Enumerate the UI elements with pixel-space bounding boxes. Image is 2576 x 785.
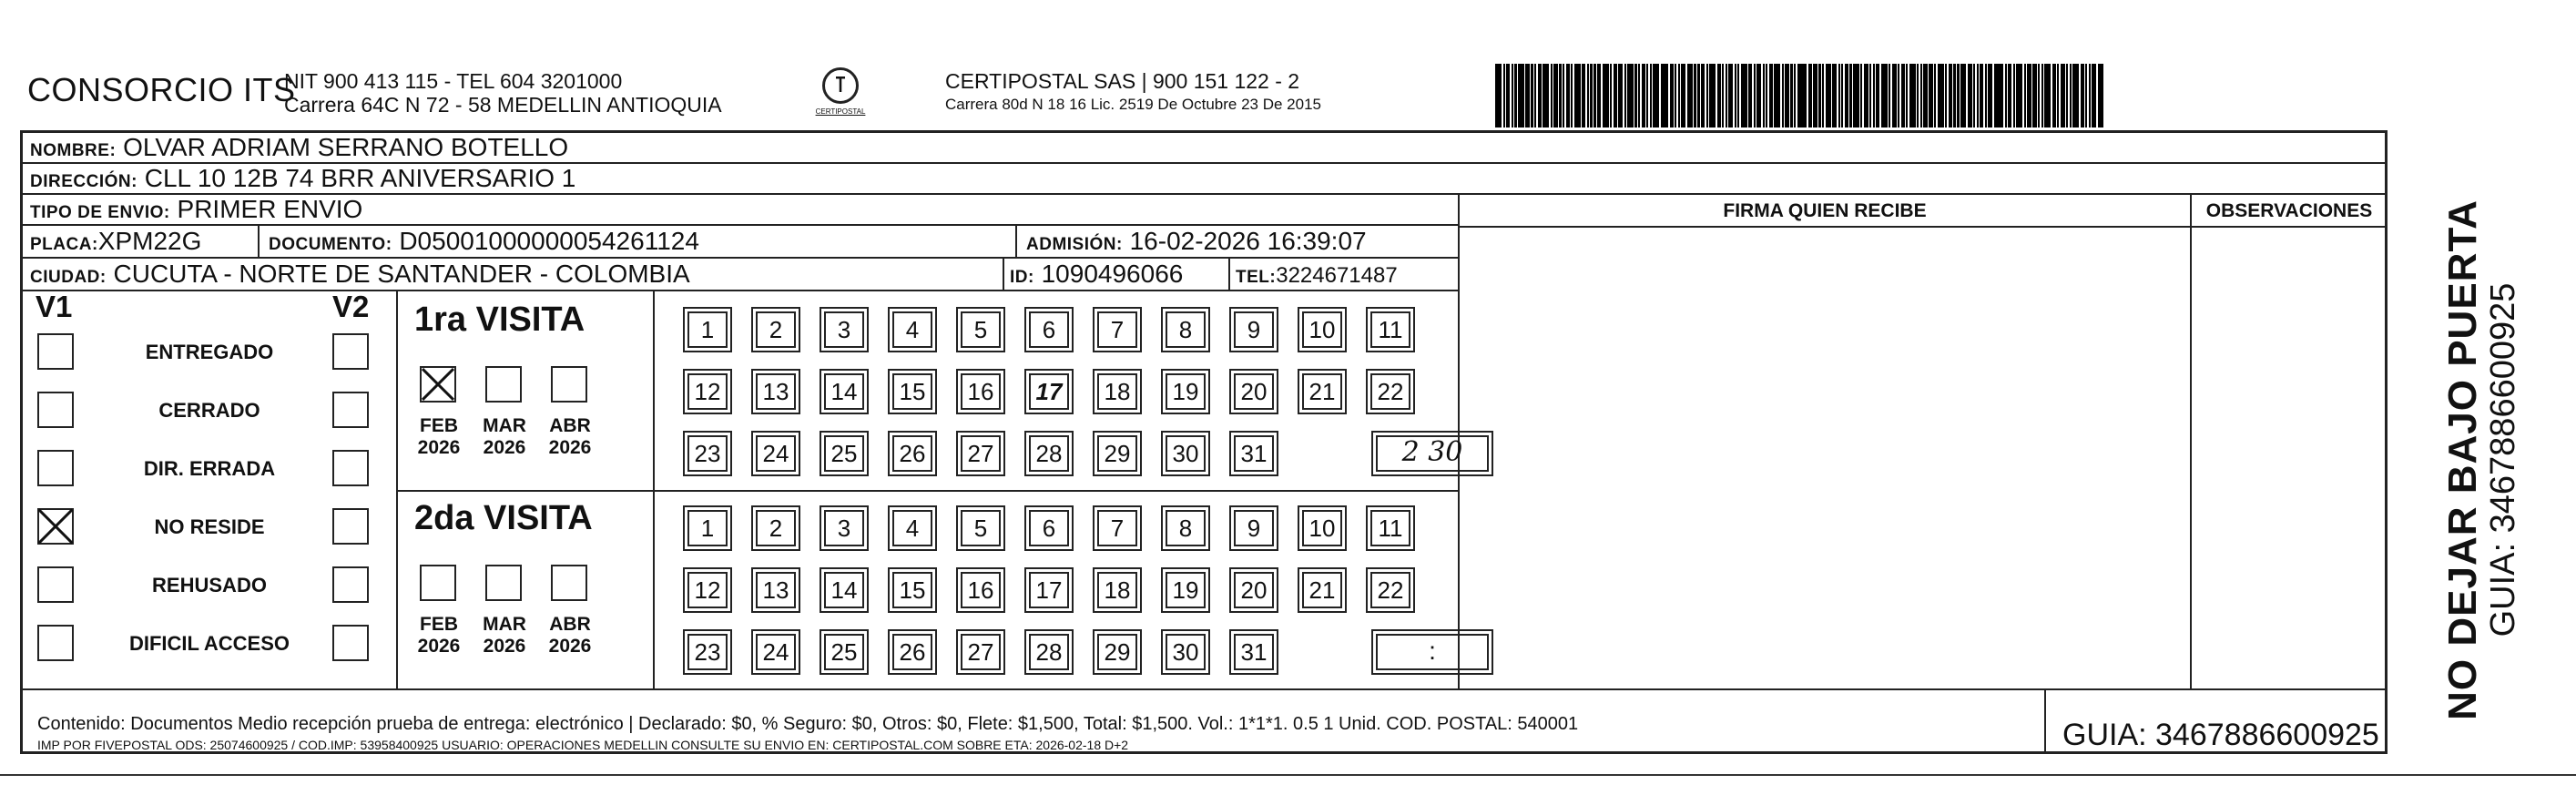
barcode-bar (1543, 64, 1549, 127)
nit-line: NIT 900 413 115 - TEL 604 3201000 (284, 69, 623, 93)
day-box[interactable]: 19 (1166, 373, 1206, 410)
status-v2-checkbox[interactable] (332, 450, 369, 486)
day-box[interactable]: 5 (961, 510, 1001, 546)
barcode-bar (1782, 64, 1784, 127)
barcode-bar (1949, 64, 1953, 127)
day-box[interactable]: 26 (892, 634, 932, 670)
barcode-bar (1785, 64, 1789, 127)
day-box[interactable]: 31 (1234, 435, 1274, 472)
barcode-bar (1909, 64, 1916, 127)
day-box[interactable]: 18 (1097, 373, 1137, 410)
certipostal-info (945, 69, 1321, 117)
month-name: MAR (483, 614, 526, 635)
barcode-bar (2027, 64, 2031, 127)
status-label: NO RESIDE (154, 515, 265, 538)
status-v2-checkbox[interactable] (332, 392, 369, 428)
barcode-bar (2038, 64, 2040, 127)
barcode-bar (1985, 64, 1987, 127)
certipostal-logo (813, 67, 868, 122)
barcode-bar (1551, 64, 1553, 127)
barcode-bar (1869, 64, 1871, 127)
delivery-form (20, 130, 2388, 754)
documento-value: D05001000000054261124 (399, 227, 699, 255)
barcode-bar (1860, 64, 1862, 127)
barcode-bar (1945, 64, 1947, 127)
barcode-bar (2044, 64, 2051, 127)
day-box[interactable]: 16 (961, 572, 1001, 608)
day-box[interactable]: 15 (892, 572, 932, 608)
day-box[interactable]: 6 (1029, 311, 1069, 348)
documento-field (258, 226, 699, 257)
month-name: ABR (549, 415, 591, 436)
day-box[interactable]: 20 (1234, 373, 1274, 410)
barcode-bar (1841, 64, 1843, 127)
barcode-bar (1774, 64, 1780, 127)
barcode-bar (1864, 64, 1868, 127)
row-direccion (23, 164, 2387, 195)
day-box[interactable]: 19 (1166, 572, 1206, 608)
barcode-bar (1506, 64, 1511, 127)
barcode-bar (2001, 64, 2002, 127)
barcode-bar (1929, 64, 1933, 127)
barcode-bar (1804, 64, 1806, 127)
barcode-bar (1881, 64, 1888, 127)
barcode-bar (2008, 64, 2012, 127)
barcode-bar (1813, 64, 1817, 127)
divider-guia (2044, 690, 2046, 754)
barcode-bar (1706, 64, 1708, 127)
status-label: DIFICIL ACCESO (128, 632, 290, 655)
month-checkbox[interactable] (485, 366, 522, 403)
day-box[interactable]: 1 (687, 311, 728, 348)
day-box[interactable]: 28 (1029, 435, 1069, 472)
day-box[interactable]: 26 (892, 435, 932, 472)
day-box[interactable]: 24 (756, 634, 796, 670)
day-box[interactable]: 10 (1302, 510, 1342, 546)
barcode-bar (1832, 64, 1837, 127)
month-year: 2026 (417, 437, 461, 458)
barcode-bar (1769, 64, 1774, 127)
day-box[interactable]: 22 (1370, 373, 1410, 410)
barcode-bar (1892, 64, 1897, 127)
day-box[interactable]: 30 (1166, 634, 1206, 670)
barcode-bar (1960, 64, 1967, 127)
barcode-bar (2024, 64, 2026, 127)
admision-field (1015, 226, 1367, 257)
barcode-bar (1717, 64, 1722, 127)
day-box[interactable]: 28 (1029, 634, 1069, 670)
barcode-bar (1994, 64, 2001, 127)
month-checkbox[interactable] (551, 565, 587, 601)
day-box[interactable]: 12 (687, 373, 728, 410)
day-box[interactable]: 15 (892, 373, 932, 410)
day-box[interactable]: 12 (687, 572, 728, 608)
day-box[interactable]: 27 (961, 634, 1001, 670)
day-box[interactable]: 6 (1029, 510, 1069, 546)
company-name: CONSORCIO ITS (27, 71, 296, 108)
barcode-bar (1678, 64, 1680, 127)
bottom-rule (0, 774, 2576, 776)
barcode-bar (1845, 64, 1849, 127)
tel-label: TEL: (1236, 268, 1277, 287)
footer-contenido: Contenido: Documentos Medio recepción prueba de entrega: electrónico | Declarado: $0, % Seguro: $0, Otros: $0, Flete: $1,500, Total: $1,500. Vol.: 1*1*1. 0.5 1 Unid. COD. POSTAL: 540001 (37, 714, 1579, 734)
status-label: CERRADO (158, 399, 260, 422)
month-checkbox[interactable] (420, 366, 456, 403)
day-box[interactable]: 14 (824, 373, 864, 410)
day-box[interactable]: 23 (687, 435, 728, 472)
barcode (1495, 64, 2215, 127)
month-checkbox[interactable] (485, 565, 522, 601)
barcode-bar (1531, 64, 1532, 127)
id-label: ID: (1010, 268, 1034, 287)
month-year: 2026 (548, 437, 592, 458)
status-label: DIR. ERRADA (143, 457, 276, 480)
day-box[interactable]: 30 (1166, 435, 1206, 472)
day-box[interactable]: 4 (892, 510, 932, 546)
barcode-bar (2016, 64, 2022, 127)
status-v2-checkbox[interactable] (332, 508, 369, 545)
row-tipo (23, 195, 1458, 226)
month-name: FEB (420, 415, 458, 436)
divider-col-header (1460, 226, 2387, 228)
barcode-bar (1709, 64, 1716, 127)
certipostal-logo-icon: ⊺ (822, 67, 859, 104)
barcode-bar (2081, 64, 2085, 127)
barcode-bar (2013, 64, 2015, 127)
status-v2-checkbox[interactable] (332, 566, 369, 603)
day-box[interactable]: 18 (1097, 572, 1137, 608)
day-box[interactable]: 8 (1166, 510, 1206, 546)
barcode-bar (1748, 64, 1753, 127)
barcode-bar (1797, 64, 1804, 127)
barcode-bar (1553, 64, 1558, 127)
barcode-bar (1934, 64, 1936, 127)
barcode-bar (2057, 64, 2059, 127)
day-box[interactable]: 11 (1370, 510, 1410, 546)
barcode-bar (2072, 64, 2079, 127)
barcode-bar (2041, 64, 2043, 127)
barcode-bar (1722, 64, 1724, 127)
status-v2-checkbox[interactable] (332, 625, 369, 661)
visit-title: 1ra VISITA (414, 301, 585, 339)
barcode-bar (1728, 64, 1733, 127)
divider-visits (396, 490, 1458, 492)
month-label (407, 415, 471, 459)
month-label (538, 614, 602, 658)
day-box[interactable]: 8 (1166, 311, 1206, 348)
barcode-bar (1665, 64, 1667, 127)
visit-time-field[interactable]: : (1376, 634, 1489, 670)
tel-field (1228, 259, 1398, 290)
month-label (473, 415, 536, 459)
barcode-bar (2089, 64, 2091, 127)
nombre-value: OLVAR ADRIAM SERRANO BOTELLO (123, 133, 569, 161)
status-v1-checkbox[interactable] (37, 392, 74, 428)
barcode-bar (2066, 64, 2068, 127)
documento-label: DOCUMENTO: (269, 235, 392, 254)
barcode-bar (2070, 64, 2072, 127)
barcode-bar (1756, 64, 1761, 127)
barcode-bar (1566, 64, 1571, 127)
barcode-bar (1538, 64, 1543, 127)
month-checkbox[interactable] (551, 366, 587, 403)
certipostal-line2: Carrera 80d N 18 16 Lic. 2519 De Octubre 23 De 2015 (945, 96, 1321, 113)
barcode-bar (1973, 64, 1975, 127)
visit-title: 2da VISITA (414, 499, 593, 537)
barcode-bar (1808, 64, 1813, 127)
barcode-bar (1642, 64, 1646, 127)
footer-impresion: IMP POR FIVEPOSTAL ODS: 25074600925 / COD.IMP: 53958400925 USUARIO: OPERACIONES MEDELLIN CONSULTE SU ENVIO EN: CERTIPOSTAL.COM SOBRE ETA: 2026-02-18 D+2 (37, 738, 1129, 752)
placa-field (30, 226, 201, 260)
barcode-bar (1518, 64, 1524, 127)
barcode-bar (1980, 64, 1984, 127)
barcode-bar (1901, 64, 1906, 127)
firma-header: FIRMA QUIEN RECIBE (1723, 200, 1927, 221)
barcode-bar (1646, 64, 1648, 127)
month-checkbox[interactable] (420, 565, 456, 601)
barcode-bar (1741, 64, 1747, 127)
barcode-bar (1503, 64, 1505, 127)
certipostal-line1: CERTIPOSTAL SAS | 900 151 122 - 2 (945, 69, 1300, 93)
barcode-bar (1818, 64, 1820, 127)
tipo-value: PRIMER ENVIO (177, 195, 363, 223)
barcode-bar (1653, 64, 1659, 127)
barcode-bar (1968, 64, 1972, 127)
day-box[interactable]: 9 (1234, 510, 1274, 546)
barcode-bar (1610, 64, 1612, 127)
placa-value: XPM22G (97, 227, 202, 255)
barcode-bar (1917, 64, 1919, 127)
day-box[interactable]: 2 (756, 510, 796, 546)
barcode-bar (1681, 64, 1685, 127)
guia-number: GUIA: 3467886600925 (2062, 718, 2379, 752)
barcode-bar (1953, 64, 1955, 127)
day-box[interactable]: 20 (1234, 572, 1274, 608)
day-box[interactable]: 25 (824, 435, 864, 472)
barcode-bar (1957, 64, 1959, 127)
month-label (538, 415, 602, 459)
day-box[interactable]: 3 (824, 510, 864, 546)
day-box[interactable]: 1 (687, 510, 728, 546)
day-box[interactable]: 10 (1302, 311, 1342, 348)
day-box[interactable]: 21 (1302, 572, 1342, 608)
barcode-bar (1495, 64, 1502, 127)
status-v1-checkbox[interactable] (37, 333, 74, 370)
month-label (473, 614, 536, 658)
day-box[interactable]: 31 (1234, 634, 1274, 670)
barcode-bar (1906, 64, 1908, 127)
barcode-bar (1603, 64, 1609, 127)
barcode-bar (1697, 64, 1699, 127)
day-box[interactable]: 13 (756, 572, 796, 608)
visit-time-field[interactable]: 2 30 (1376, 435, 1489, 472)
row-placa (23, 226, 1458, 259)
barcode-bar (1849, 64, 1851, 127)
day-box[interactable]: 17 (1029, 572, 1069, 608)
status-v1-checkbox[interactable] (37, 450, 74, 486)
barcode-bar (1618, 64, 1623, 127)
day-box[interactable]: 5 (961, 311, 1001, 348)
day-box[interactable]: 17 (1029, 373, 1069, 410)
id-value: 1090496066 (1041, 260, 1184, 288)
barcode-bar (1638, 64, 1640, 127)
nombre-label: NOMBRE: (30, 141, 117, 160)
observaciones-header: OBSERVACIONES (2205, 200, 2373, 221)
barcode-bar (1624, 64, 1626, 127)
month-name: FEB (420, 614, 458, 635)
barcode-bar (1766, 64, 1767, 127)
barcode-bar (1794, 64, 1796, 127)
barcode-bar (1670, 64, 1675, 127)
barcode-bar (1923, 64, 1928, 127)
logo-label: CERTIPOSTAL (815, 107, 866, 116)
divider-observaciones (2190, 195, 2192, 688)
ciudad-field (30, 259, 690, 293)
barcode-bar (1634, 64, 1636, 127)
barcode-bar (2052, 64, 2057, 127)
barcode-bar (1889, 64, 1890, 127)
v2-label: V2 (332, 290, 370, 323)
barcode-bar (2005, 64, 2007, 127)
barcode-bar (1525, 64, 1530, 127)
status-v1-checkbox[interactable] (37, 566, 74, 603)
month-year: 2026 (548, 636, 592, 657)
barcode-bar (1627, 64, 1634, 127)
day-box[interactable]: 7 (1097, 510, 1137, 546)
placa-label: PLACA: (30, 235, 98, 254)
day-box[interactable]: 9 (1234, 311, 1274, 348)
day-box[interactable]: 25 (824, 634, 864, 670)
month-name: ABR (549, 614, 591, 635)
month-year: 2026 (483, 437, 526, 458)
ciudad-label: CIUDAD: (30, 268, 107, 287)
admision-label: ADMISIÓN: (1026, 235, 1123, 254)
status-v2-checkbox[interactable] (332, 333, 369, 370)
barcode-bar (1977, 64, 1979, 127)
barcode-bar (1661, 64, 1665, 127)
barcode-bar (1726, 64, 1727, 127)
id-field (1003, 259, 1183, 290)
status-v1-checkbox[interactable] (37, 625, 74, 661)
status-v1-checkbox[interactable] (37, 508, 74, 545)
day-box[interactable]: 23 (687, 634, 728, 670)
barcode-bar (1754, 64, 1756, 127)
barcode-bar (1873, 64, 1875, 127)
tipo-label: TIPO DE ENVIO: (30, 203, 170, 222)
barcode-bar (2061, 64, 2065, 127)
company-info (284, 69, 722, 117)
barcode-bar (1687, 64, 1694, 127)
tel-value: 3224671487 (1276, 263, 1398, 288)
day-box[interactable]: 13 (756, 373, 796, 410)
day-box[interactable]: 24 (756, 435, 796, 472)
barcode-bar (1701, 64, 1705, 127)
row-ciudad (23, 259, 1458, 291)
barcode-bar (1587, 64, 1589, 127)
row-nombre (23, 133, 2387, 164)
barcode-bar (1597, 64, 1602, 127)
no-dejar-notice: NO DEJAR BAJO PUERTA (2440, 199, 2485, 720)
address-line: Carrera 64C N 72 - 58 MEDELLIN ANTIOQUIA (284, 93, 722, 117)
direccion-value: CLL 10 12B 74 BRR ANIVERSARIO 1 (144, 164, 576, 192)
ciudad-value: CUCUTA - NORTE DE SANTANDER - COLOMBIA (113, 260, 690, 288)
day-box[interactable]: 29 (1097, 435, 1137, 472)
barcode-bar (1694, 64, 1695, 127)
barcode-bar (2098, 64, 2104, 127)
barcode-bar (1563, 64, 1564, 127)
barcode-bar (2092, 64, 2096, 127)
barcode-bar (1920, 64, 1922, 127)
month-year: 2026 (417, 636, 461, 657)
barcode-bar (1512, 64, 1513, 127)
barcode-bar (1822, 64, 1824, 127)
v1-label: V1 (36, 290, 73, 323)
day-box[interactable]: 4 (892, 311, 932, 348)
direccion-label: DIRECCIÓN: (30, 172, 137, 191)
day-box[interactable]: 16 (961, 373, 1001, 410)
day-box[interactable]: 22 (1370, 572, 1410, 608)
barcode-bar (1938, 64, 1944, 127)
status-label: ENTREGADO (145, 341, 274, 363)
day-box[interactable]: 29 (1097, 634, 1137, 670)
day-box[interactable]: 2 (756, 311, 796, 348)
barcode-bar (1650, 64, 1652, 127)
day-box[interactable]: 11 (1370, 311, 1410, 348)
barcode-bar (1593, 64, 1595, 127)
barcode-bar (2032, 64, 2037, 127)
status-label: REHUSADO (152, 574, 267, 596)
barcode-bar (1582, 64, 1586, 127)
day-box[interactable]: 27 (961, 435, 1001, 472)
barcode-bar (2085, 64, 2087, 127)
barcode-bar (1853, 64, 1859, 127)
barcode-bar (1534, 64, 1536, 127)
divider-footer (23, 688, 2387, 690)
day-box[interactable]: 7 (1097, 311, 1137, 348)
barcode-bar (1514, 64, 1516, 127)
barcode-bar (1790, 64, 1792, 127)
barcode-bar (1614, 64, 1618, 127)
side-notice (2441, 199, 2521, 720)
barcode-bar (1876, 64, 1880, 127)
barcode-bar (1675, 64, 1676, 127)
barcode-bar (1574, 64, 1581, 127)
barcode-bar (1898, 64, 1899, 127)
barcode-bar (1838, 64, 1840, 127)
barcode-bar (1559, 64, 1561, 127)
admision-value: 16-02-2026 16:39:07 (1129, 227, 1367, 255)
barcode-bar (1988, 64, 1992, 127)
barcode-bar (1826, 64, 1832, 127)
month-name: MAR (483, 415, 526, 436)
month-label (407, 614, 471, 658)
month-year: 2026 (483, 636, 526, 657)
barcode-bar (1735, 64, 1736, 127)
barcode-bar (1590, 64, 1592, 127)
day-box[interactable]: 3 (824, 311, 864, 348)
side-guia: GUIA: 3467886600925 (2484, 282, 2522, 637)
barcode-bar (1763, 64, 1765, 127)
day-box[interactable]: 14 (824, 572, 864, 608)
barcode-bar (1737, 64, 1739, 127)
barcode-bar (1571, 64, 1573, 127)
day-box[interactable]: 21 (1302, 373, 1342, 410)
